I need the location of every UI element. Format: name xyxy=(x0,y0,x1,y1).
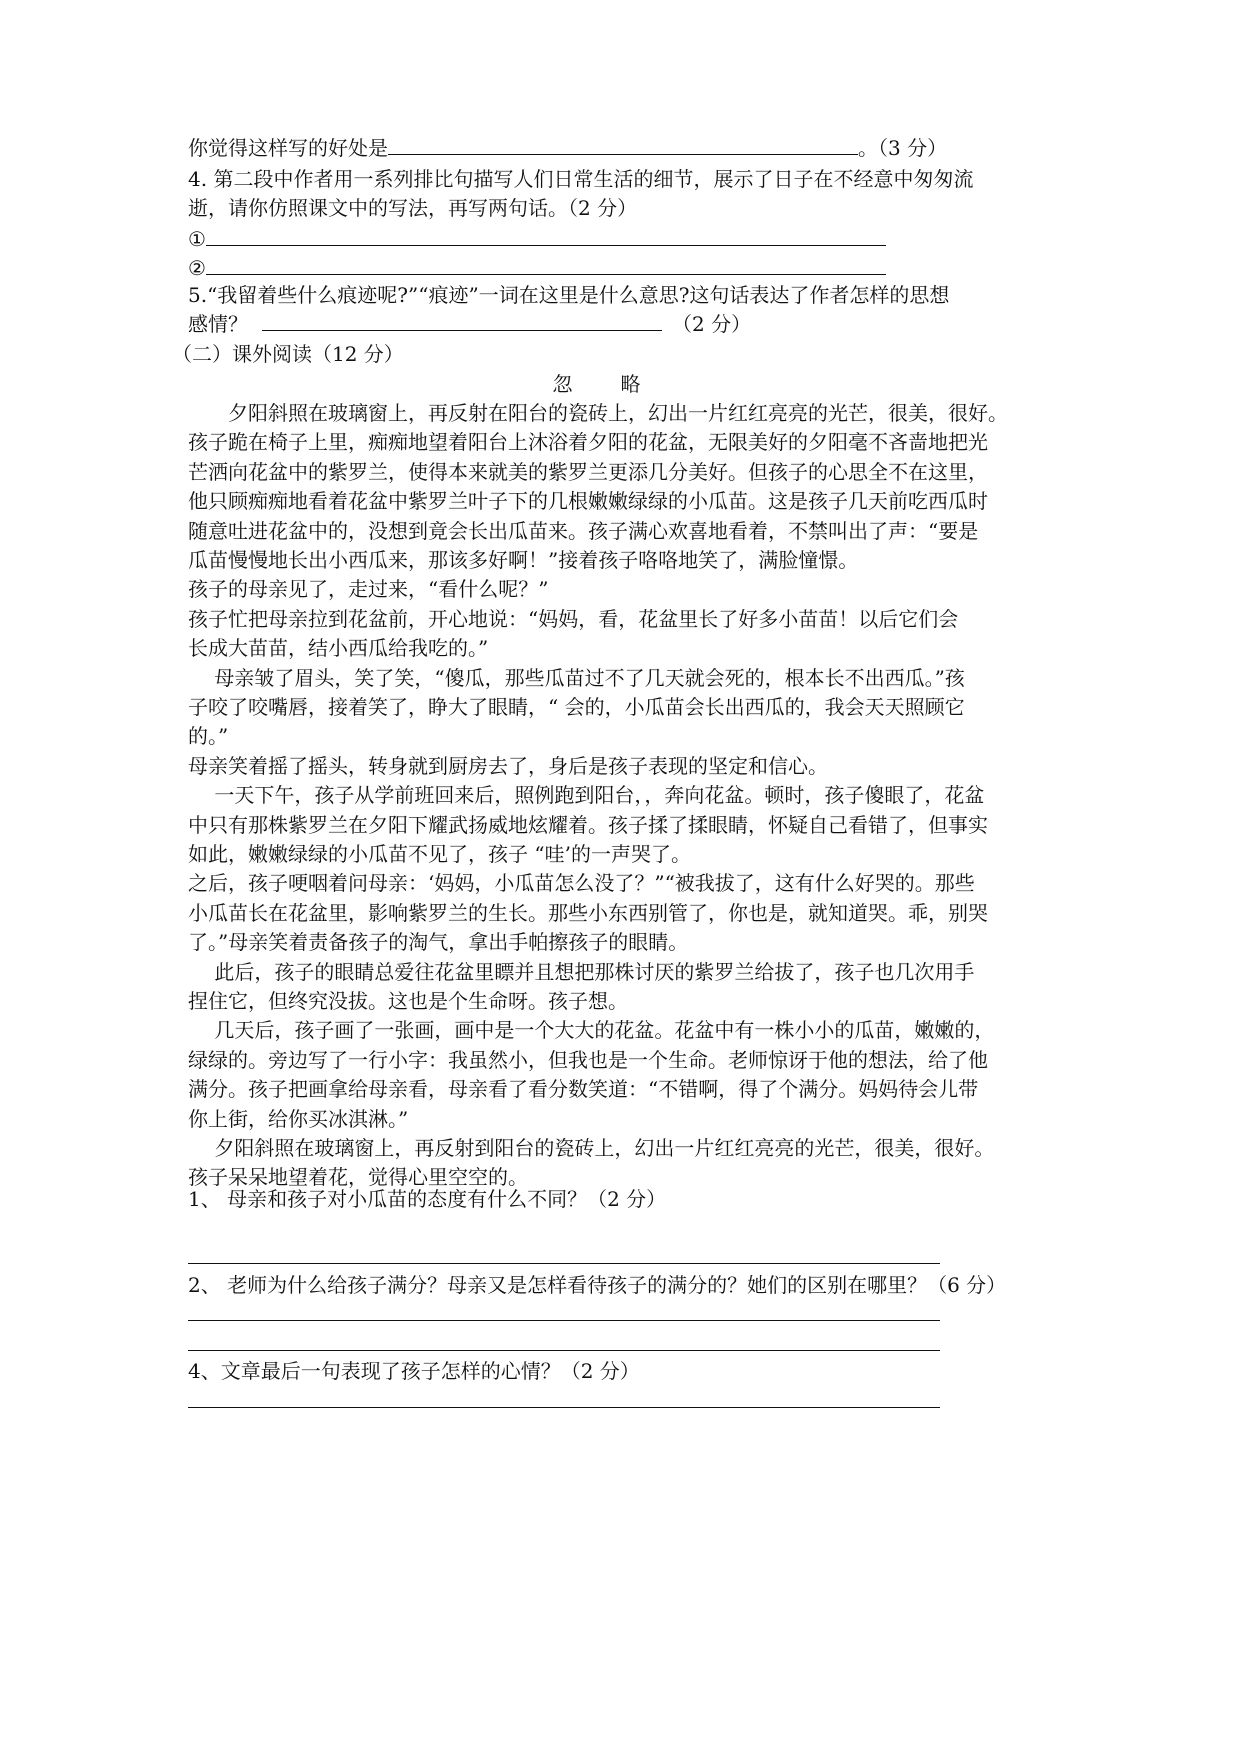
circle-two-marker: ② xyxy=(188,256,206,280)
story-line: 此后，孩子的眼睛总爱往花盆里瞟并且想把那株讨厌的紫罗兰给拔了，孩子也几次用手 xyxy=(188,959,975,984)
story-line: 几天后，孩子画了一张画，画中是一个大大的花盆。花盆中有一株小小的瓜苗，嫩嫩的， xyxy=(188,1018,995,1043)
story-line: 夕阳斜照在玻璃窗上，再反射到阳台的瓷砖上，幻出一片红红亮亮的光芒，很美，很好。 xyxy=(188,1136,995,1160)
story-line: 如此，嫩嫩绿绿的小瓜苗不见了，孩子 “哇’的一声哭了。 xyxy=(188,842,691,866)
story-line: 随意吐进花盆中的，没想到竟会长出瓜苗来。孩子满心欢喜地看着，不禁叫出了声：“要是 xyxy=(188,518,979,543)
story-line: 孩子忙把母亲拉到花盆前，开心地说：“妈妈，看，花盆里长了好多小苗苗！以后它们会 xyxy=(188,606,959,631)
story-line: 夕阳斜照在玻璃窗上，再反射在阳台的瓷砖上，幻出一片红红亮亮的光芒，很美，很好。 xyxy=(188,401,1008,425)
q4-answer-line-1 xyxy=(188,224,886,254)
q3-prefix: 你觉得这样写的好处是 xyxy=(188,136,388,160)
story-line: 孩子跪在椅子上里，痴痴地望着阳台上沐浴着夕阳的花盆，无限美好的夕阳毫不吝啬地把光 xyxy=(188,430,988,455)
q4-answer-line-2 xyxy=(188,253,886,283)
story-line: 满分。孩子把画拿给母亲看，母亲看了看分数笑道：“不错啊，得了个满分。妈妈待会儿带 xyxy=(188,1077,979,1102)
story-line: 孩子的母亲见了，走过来，“看什么呢？” xyxy=(188,577,549,602)
q5-line1: 5.“我留着些什么痕迹呢?”“痕迹”一词在这里是什么意思?这句话表达了作者怎样的思想 xyxy=(188,283,950,307)
story-line: 孩子呆呆地望着花，觉得心里空空的。 xyxy=(188,1165,528,1190)
q5-suffix: （2 分） xyxy=(672,312,752,336)
story-line: 小瓜苗长在花盆里，影响紫罗兰的生长。那些小东西别管了，你也是，就知道哭。乖，别哭 xyxy=(188,900,988,925)
question-4: 4、文章最后一句表现了孩子怎样的心情？（2 分） xyxy=(188,1359,640,1383)
story-line: 母亲笑着摇了摇头，转身就到厨房去了，身后是孩子表现的坚定和信心。 xyxy=(188,753,828,778)
q5-line2 xyxy=(188,309,751,339)
q2-answer-line-2[interactable] xyxy=(188,1350,940,1351)
q5-prefix: 感情？ xyxy=(188,312,248,336)
q4-answer-blank-2[interactable] xyxy=(206,254,886,275)
question-1: 1、 母亲和孩子对小瓜苗的态度有什么不同？（2 分） xyxy=(188,1187,667,1211)
q4-line2: 逝，请你仿照课文中的写法，再写两句话。（2 分） xyxy=(188,196,638,220)
story-line: 中只有那株紫罗兰在夕阳下耀武扬威地炫耀着。孩子揉了揉眼睛，怀疑自己看错了，但事实 xyxy=(188,812,988,837)
story-line: 之后，孩子哽咽着问母亲：‘妈妈，小瓜苗怎么没了？”“被我拔了，这有什么好哭的。那些 xyxy=(188,871,975,896)
q1-answer-line[interactable] xyxy=(188,1263,940,1264)
q3-line xyxy=(188,133,947,163)
question-2: 2、 老师为什么给孩子满分？母亲又是怎样看待孩子的满分的？她们的区别在哪里？（6 分） xyxy=(188,1273,1007,1297)
story-line: 长成大苗苗，结小西瓜给我吃的。” xyxy=(188,636,489,661)
q5-answer-blank[interactable] xyxy=(262,310,662,331)
story-line: 他只顾痴痴地看着花盆中紫罗兰叶子下的几根嫩嫩绿绿的小瓜苗。这是孩子几天前吃西瓜时 xyxy=(188,489,988,514)
q4-line1: 4. 第二段中作者用一系列排比句描写人们日常生活的细节，展示了日子在不经意中匆匆流 xyxy=(188,167,974,191)
story-line: 子咬了咬嘴唇，接着笑了，睁大了眼睛，“ 会的，小瓜苗会长出西瓜的，我会天天照顾它 xyxy=(188,695,965,719)
story-line: 了。”母亲笑着责备孩子的淘气，拿出手帕擦孩子的眼睛。 xyxy=(188,930,689,955)
q3-suffix: 。（3 分） xyxy=(858,136,948,160)
story-line: 瓜苗慢慢地长出小西瓜来，那该多好啊！”接着孩子咯咯地笑了，满脸憧憬。 xyxy=(188,548,859,572)
story-line: 的。” xyxy=(188,724,229,749)
story-line: 一天下午，孩子从学前班回来后，照例跑到阳台，，奔向花盆。顿时，孩子傻眼了，花盆 xyxy=(188,783,985,808)
story-line: 芒洒向花盆中的紫罗兰，使得本来就美的紫罗兰更添几分美好。但孩子的心思全不在这里， xyxy=(188,459,988,484)
story-line: 绿绿的。旁边写了一行小字：我虽然小，但我也是一个生命。老师惊讶于他的想法，给了他 xyxy=(188,1047,988,1072)
q3-answer-blank[interactable] xyxy=(388,134,858,155)
story-line: 你上街，给你买冰淇淋。” xyxy=(188,1106,409,1131)
q4-answer-line[interactable] xyxy=(188,1407,940,1408)
circle-one-marker: ① xyxy=(188,227,206,251)
story-title: 忽略 xyxy=(552,372,689,396)
story-line: 捏住它，但终究没拔。这也是个生命呀。孩子想。 xyxy=(188,989,628,1013)
q2-answer-line-1[interactable] xyxy=(188,1320,940,1321)
q4-answer-blank-1[interactable] xyxy=(206,225,886,246)
story-line: 母亲皱了眉头，笑了笑，“傻瓜，那些瓜苗过不了几天就会死的，根本长不出西瓜。”孩 xyxy=(188,665,965,690)
section-heading: （二）课外阅读（12 分） xyxy=(172,342,404,366)
